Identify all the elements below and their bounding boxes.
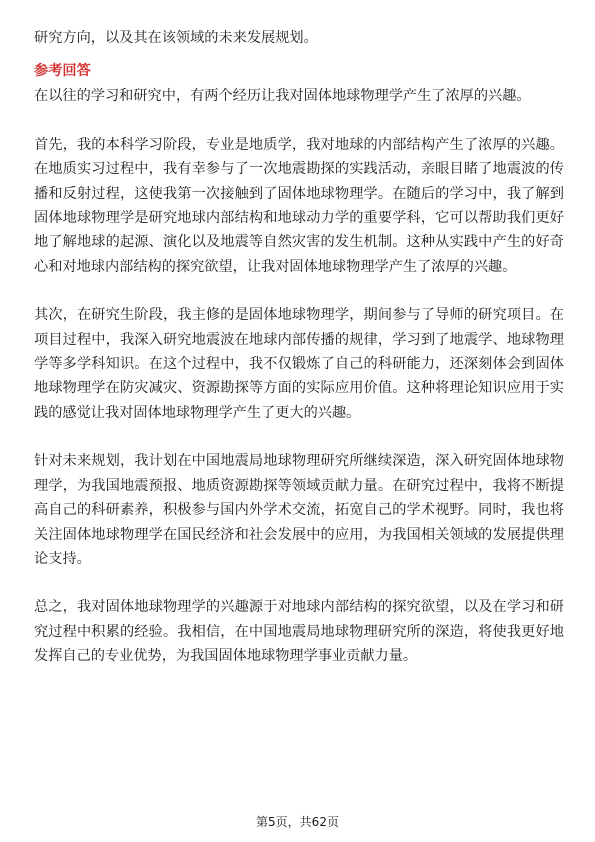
paragraph-gap: [34, 109, 564, 133]
answer-label: 参考回答: [34, 63, 91, 80]
page-number-footer: 第5页，共62页: [256, 815, 339, 829]
document-page: [34, 26, 564, 669]
paragraph-gap: [34, 425, 564, 449]
paragraph-5: 总之，我对固体地球物理学的兴趣源于对地球内部结构的探究欲望，以及在学习和研究过程中积累的经验。我相信，在中国地震局地球物理研究所的深造，将使我更好地发挥自己的专业优势，为我国固体地球物理学事业贡献力量。: [34, 599, 564, 665]
paragraph-4: 针对未来规划，我计划在中国地震局地球物理研究所继续深造，深入研究固体地球物理学，为我国地震预报、地质资源勘探等领域贡献力量。在研究过程中，我将不断提高自己的科研素养，积极参与国内外学术交流，拓宽自己的学术视野。同时，我也将关注固体地球物理学在国民经济和社会发展中的应用，为我国相关领域的发展提供理论支持。: [34, 453, 564, 567]
intro-line: 研究方向，以及其在该领域的未来发展规划。: [34, 30, 318, 46]
paragraph-3: 其次，在研究生阶段，我主修的是固体地球物理学，期间参与了导师的研究项目。在项目过程中，我深入研究地震波在地球内部传播的规律，学习到了地震学、地球物理学等多学科知识。在这个过程中，我不仅锻炼了自己的科研能力，还深刻体会到固体地球物理学在防灾减灾、资源勘探等方面的实际应用价值。这种将理论知识应用于实践的感觉让我对固体地球物理学产生了更大的兴趣。: [34, 307, 564, 421]
paragraph-1: 在以往的学习和研究中，有两个经历让我对固体地球物理学产生了浓厚的兴趣。: [34, 88, 531, 105]
paragraph-gap: [34, 571, 564, 595]
paragraph-2: 首先，我的本科学习阶段，专业是地质学，我对地球的内部结构产生了浓厚的兴趣。在地质实习过程中，我有幸参与了一次地震勘探的实践活动，亲眼目睹了地震波的传播和反射过程，这使我第一次接触到了固体地球物理学。在随后的学习中，我了解到固体地球物理学是研究地球内部结构和地球动力学的重要学科，它可以帮助我们更好地了解地球的起源、演化以及地震等自然灾害的发生机制。这种从实践中产生的好奇心和对地球内部结构的探究欲望，让我对固体地球物理学产生了浓厚的兴趣。: [34, 136, 564, 275]
paragraph-gap: [34, 279, 564, 303]
